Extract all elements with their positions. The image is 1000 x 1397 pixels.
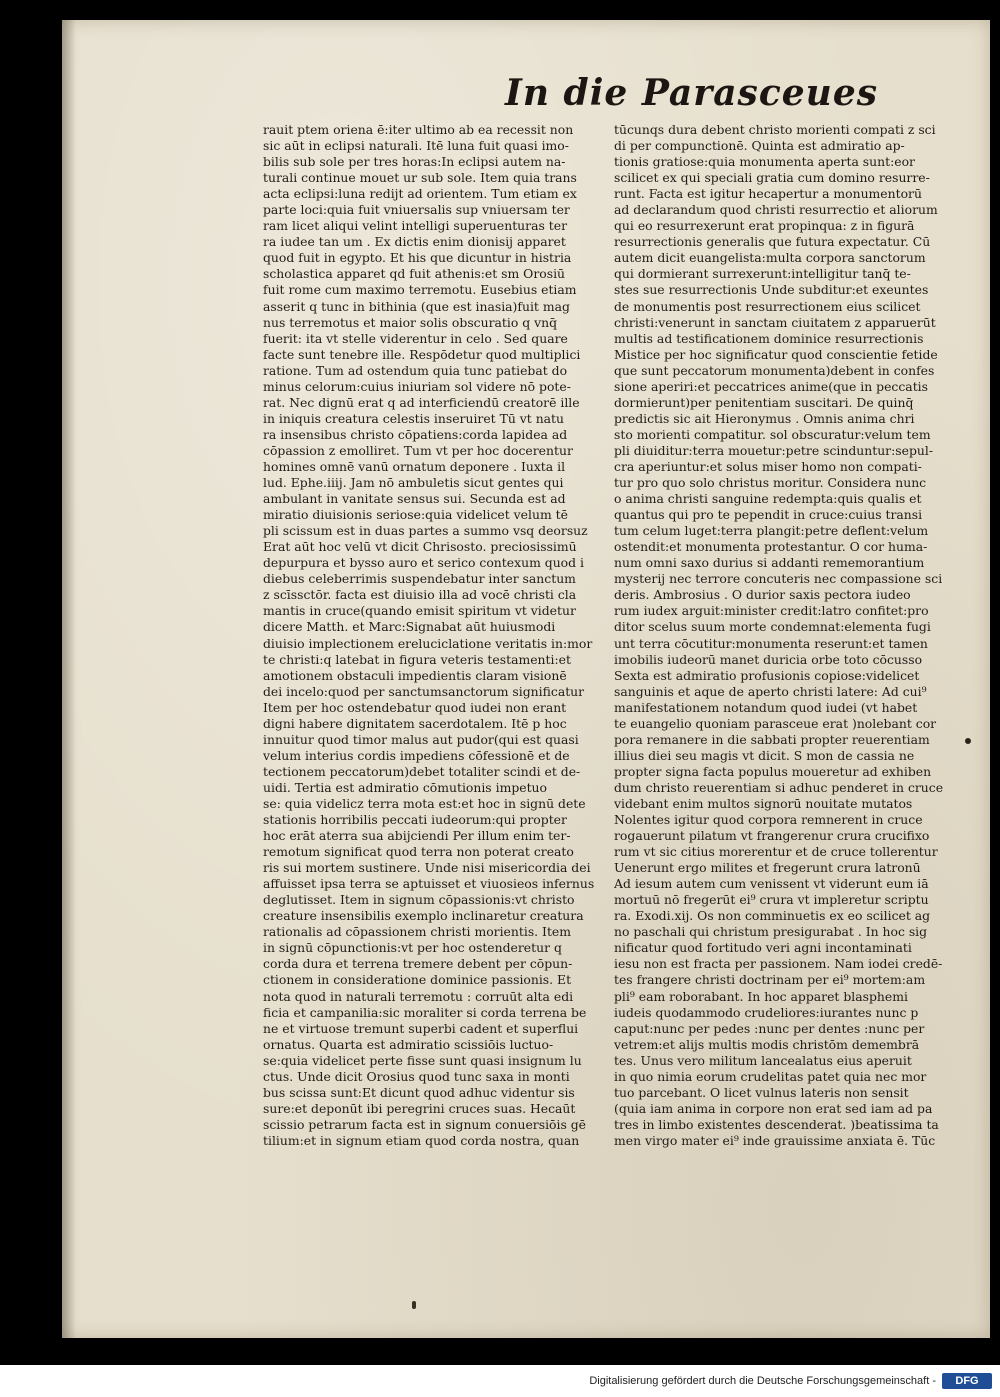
text-line: cra aperiuntur:et solus miser homo non compati- <box>614 458 922 474</box>
text-line: rat. Nec dignū erat q ad interficiendū creatorē ille <box>263 394 580 410</box>
text-line: dei incelo:quod per sanctumsanctorum significatur <box>263 683 585 699</box>
text-line: facte sunt tenebre ille. Respōdetur quod multiplici <box>263 346 581 362</box>
text-line: Item per hoc ostendebatur quod iudei non erant <box>263 699 567 715</box>
text-line: rogauerunt pilatum vt frangerenur crura crucifixo <box>614 828 930 844</box>
text-line: Ad iesum autem cum venissent vt viderunt eum iā <box>614 876 929 892</box>
text-line: diuisio implectionem ereluciclatione veritatis in:mor <box>263 635 593 651</box>
text-line: tes frangere christi doctrinam per ei⁹ mortem:am <box>614 972 926 988</box>
text-line: fuit rome cum maximo terremotu. Eusebius etiam <box>263 282 577 298</box>
text-line: deris. Ambrosius . O durior saxis pectora iudeo <box>614 587 911 603</box>
text-line: rum iudex arguit:minister credit:latro confitet:pro <box>614 603 929 619</box>
text-line: pli scissum est in duas partes a summo vsq deorsuz <box>263 523 588 539</box>
text-line: scissio petrarum facta est in signum conuersiōis gē <box>263 1116 587 1132</box>
text-line: ra. Exodi.xij. Os non comminuetis ex eo scilicet ag <box>614 908 931 924</box>
text-line: autem dicit euangelista:multa corpora sanctorum <box>614 250 926 266</box>
text-line: creature insensibilis exemplo inclinaretur creatura <box>263 908 584 924</box>
text-line: pli⁹ eam roborabant. In hoc apparet blasphemi <box>614 988 908 1004</box>
text-line: (quia iam anima in corpore non erat sed iam ad pa <box>614 1100 933 1116</box>
text-line: sic aūt in eclipsi naturali. Itē luna fuit quasi imo- <box>263 138 569 154</box>
text-line: ficia et campanilia:sic moraliter si corda terrena be <box>263 1004 587 1020</box>
text-line: propter signa facta populus moueretur ad exhiben <box>614 763 932 779</box>
text-line: tres in limbo existentes descenderat. )beatissima ta <box>614 1116 939 1132</box>
text-line: corda dura et terrena tremere debent per cōpun- <box>263 956 573 972</box>
text-line: ambulant in vanitate sensus sui. Secunda est ad <box>263 491 566 507</box>
text-line: ra iudee tan um . Ex dictis enim dionisij apparet <box>263 234 566 250</box>
text-line: ostendit:et monumenta protestantur. O cor huma- <box>614 539 928 555</box>
text-line: resurrectionis generalis que futura expectatur. Cū <box>614 234 931 250</box>
text-line: dormierunt)per penitentiam suscitari. De quinq̄ <box>614 394 914 410</box>
text-line: qui eo resurrexerunt erat propinqua: z in figurā <box>614 218 915 234</box>
text-line: se: quia videlicz terra mota est:et hoc in signū dete <box>263 795 586 811</box>
text-line: tionis gratiose:quia monumenta aperta sunt:eor <box>614 154 915 170</box>
text-line: depurpura et bysso auro et serico contexum quod i <box>263 555 584 571</box>
text-line: bilis sub sole per tres horas:In eclipsi autem na- <box>263 154 566 170</box>
dfg-logo: DFG <box>942 1373 992 1389</box>
margin-ink-mark <box>965 738 971 744</box>
text-line: ctus. Unde dicit Orosius quod tunc saxa in monti <box>263 1068 570 1084</box>
text-line: innuitur quod timor malus aut pudor(qui est quasi <box>263 731 579 747</box>
text-line: caput:nunc per pedes :nunc per dentes :nunc per <box>614 1020 925 1036</box>
text-line: z scīssctōr. facta est diuisio illa ad vocē christi cla <box>263 587 577 603</box>
text-line: ornatus. Quarta est admiratio scissiōis luctuo- <box>263 1036 554 1052</box>
text-line: turali continue mouet ur sub sole. Item quia trans <box>263 170 577 186</box>
page-gutter-shadow <box>62 20 76 1338</box>
text-line: parte loci:quia fuit vniuersalis sup vniuersam ter <box>263 202 570 218</box>
text-line: quod fuit in egypto. Et his que dicuntur in histria <box>263 250 572 266</box>
text-line: pora remanere in die sabbati propter reuerentiam <box>614 731 930 747</box>
text-line: Uenerunt ergo milites et fregerunt crura latronū <box>614 860 921 876</box>
text-line: que sunt peccatorum monumenta)debent in confes <box>614 362 935 378</box>
text-line: nota quod in naturali terremotu : corruūt alta edi <box>263 988 574 1004</box>
text-line: sto morienti compatitur. sol obscuratur:velum tem <box>614 426 931 442</box>
ink-mark <box>412 1301 416 1309</box>
text-line: deglutisset. Item in signum cōpassionis:vt christo <box>263 892 575 908</box>
text-line: quantus qui pro te pependit in cruce:cuius transi <box>614 507 923 523</box>
text-line: de monumentis post resurrectionem eius scilicet <box>614 298 921 314</box>
text-line: sione aperiri:et peccatrices anime(que in peccatis <box>614 378 928 394</box>
text-line: asserit q tunc in bithinia (que est inasia)fuit mag <box>263 298 570 314</box>
text-line: ratione. Tum ad ostendum quia tunc patiebat do <box>263 362 568 378</box>
text-line: te christi:q latebat in figura veteris testamenti:et <box>263 651 571 667</box>
text-column-right <box>614 122 964 1162</box>
text-line: unt terra cōcutitur:monumenta reserunt:et tamen <box>614 635 928 651</box>
text-line: scilicet ex qui speciali gratia cum domino resurre- <box>614 170 930 186</box>
text-line: videbant enim multos signorū nouitate mutatos <box>614 795 913 811</box>
text-line: illius diei seu magis vt dicit. S mon de cassia ne <box>614 747 915 763</box>
text-line: mysterij nec terrore concuteris nec compassione sci <box>614 571 943 587</box>
text-line: tuo parcebant. O licet vulnus lateris non sensit <box>614 1084 909 1100</box>
text-line: mantis in cruce(quando emisit spiritum vt videtur <box>263 603 576 619</box>
text-line: qui dormierant surrexerunt:intelligitur tanq̄ te- <box>614 266 911 282</box>
text-line: dicere Matth. et Marc:Signabat aūt huiusmodi <box>263 619 556 635</box>
text-line: uidi. Tertia est admiratio cōmutionis impetuo <box>263 779 547 795</box>
text-line: rationalis ad cōpassionem christi morientis. Item <box>263 924 572 940</box>
text-line: homines omnē vanū ornatum deponere . Iuxta il <box>263 458 566 474</box>
text-line: no paschali qui christum presigurabat . In hoc sig <box>614 924 928 940</box>
text-line: Sexta est admiratio profusionis copiose:videlicet <box>614 667 920 683</box>
text-line: sanguinis et aque de aperto christi latere: Ad cui⁹ <box>614 683 927 699</box>
text-line: dum christo reuerentiam si adhuc penderet in cruce <box>614 779 944 795</box>
text-line: sure:et deponūt ibi peregrini cruces suas. Hecaūt <box>263 1100 576 1116</box>
text-line: iudeis quodammodo crudeliores:iurantes nunc p <box>614 1004 919 1020</box>
text-line: imobilis iudeorū manet duricia orbe toto cōcusso <box>614 651 923 667</box>
text-line: cōpassion z emolliret. Tum vt per hoc docerentur <box>263 442 573 458</box>
text-line: christi:venerunt in sanctam ciuitatem z apparuerūt <box>614 314 936 330</box>
text-line: Erat aūt hoc velū vt dicit Chrisosto. preciosissimū <box>263 539 577 555</box>
text-column-left <box>263 122 613 1162</box>
text-line: pli diuiditur:terra mouetur:petre scinduntur:sepul- <box>614 442 934 458</box>
text-line: ram licet aliqui velint intelligi superuenturas ter <box>263 218 567 234</box>
text-line: Nolentes igitur quod corpora remnerent in cruce <box>614 812 923 828</box>
text-line: predictis sic ait Hieronymus . Omnis anima chri <box>614 410 915 426</box>
text-line: ra insensibus christo cōpatiens:corda lapidea ad <box>263 426 568 442</box>
funding-credit: Digitalisierung gefördert durch die Deutsche Forschungsgemeinschaft - <box>589 1375 936 1387</box>
text-line: di per compunctionē. Quinta est admiratio ap- <box>614 138 905 154</box>
text-line: lud. Ephe.iiij. Jam nō ambuletis sicut gentes qui <box>263 475 564 491</box>
text-line: in quo nimia eorum crudelitas patet quia nec mor <box>614 1068 927 1084</box>
text-line: o anima christi sanguine redempta:quis qualis et <box>614 491 922 507</box>
text-line: ris sui mortem sustinere. Unde nisi misericordia dei <box>263 860 591 876</box>
text-line: tectionem peccatorum)debet totaliter scindi et de- <box>263 763 581 779</box>
text-line: se:quia videlicet perte fisse sunt quasi insignum lu <box>263 1052 582 1068</box>
text-line: tur pro quo solo christus moritur. Considera nunc <box>614 475 927 491</box>
text-line: ditor scelus suum morte condemnat:elementa fugi <box>614 619 931 635</box>
text-line: in iniquis creatura celestis inseruiret Tū vt natu <box>263 410 565 426</box>
text-line: ne et virtuose tremunt superbi cadent et superflui <box>263 1020 579 1036</box>
text-line: tum celum luget:terra plangit:petre deflent:velum <box>614 523 929 539</box>
text-line: affuisset ipsa terra se aptuisset et viuosieos infernus <box>263 876 595 892</box>
digitization-footer <box>0 1365 1000 1397</box>
text-line: hoc erāt aterra sua abijciendi Per illum enim ter- <box>263 828 571 844</box>
text-line: digni habere dignitatem sacerdotalem. Itē p hoc <box>263 715 567 731</box>
text-line: in signū cōpunctionis:vt per hoc ostenderetur q <box>263 940 562 956</box>
running-head: In die Parasceues <box>505 72 878 114</box>
text-line: scholastica apparet qd fuit athenis:et sm Orosiū <box>263 266 566 282</box>
text-line: men virgo mater ei⁹ inde grauissime anxiata ē. Tūc <box>614 1132 936 1148</box>
text-line: bus scissa sunt:Et dicunt quod adhuc videntur sis <box>263 1084 575 1100</box>
text-line: num omni saxo durius si addanti rememorantium <box>614 555 925 571</box>
text-line: mortuū nō fregerūt ei⁹ crura vt impleretur scriptu <box>614 892 929 908</box>
text-line: runt. Facta est igitur hecapertur a monumentorū <box>614 186 922 202</box>
text-line: te euangelio quoniam parasceue erat )nolebant cor <box>614 715 937 731</box>
text-line: rauit ptem oriena ē:iter ultimo ab ea recessit non <box>263 122 574 137</box>
text-line: minus celorum:cuius iniuriam sol videre nō pote- <box>263 378 571 394</box>
text-line: diebus celeberrimis suspendebatur inter sanctum <box>263 571 576 587</box>
text-line: vetrem:et alijs multis modis christōm demembrā <box>614 1036 920 1052</box>
text-line: ad declarandum quod christi resurrectio et aliorum <box>614 202 938 218</box>
text-line: tūcunqs dura debent christo morienti compati z sci <box>614 122 936 137</box>
text-line: nificatur quod fortitudo veri agni incontaminati <box>614 940 912 956</box>
text-line: rum vt sic citius morerentur et de cruce tollerentur <box>614 844 938 860</box>
text-line: tilium:et in signum etiam quod corda nostra, quan <box>263 1132 580 1148</box>
text-line: acta eclipsi:luna redijt ad orientem. Tum etiam ex <box>263 186 577 202</box>
text-line: miratio diuisionis seriose:quia videlicet velum tē <box>263 507 568 523</box>
text-line: stes sue resurrectionis Unde subditur:et exeuntes <box>614 282 929 298</box>
text-line: stationis horribilis peccati iudeorum:qui propter <box>263 812 567 828</box>
text-line: multis ad testificationem dominice resurrectionis <box>614 330 924 346</box>
text-line: Mistice per hoc significatur quod conscientie fetide <box>614 346 938 362</box>
text-line: velum interius cordis impediens cōfessionē et de <box>263 747 570 763</box>
text-line: ctionem in consideratione dominice passionis. Et <box>263 972 572 988</box>
text-line: tes. Unus vero militum lancealatus eius aperuit <box>614 1052 912 1068</box>
text-line: manifestationem notandum quod iudei (vt habet <box>614 699 918 715</box>
text-line: amotionem obstaculi impedientis claram visionē <box>263 667 567 683</box>
text-line: remotum significat quod terra non poterat creato <box>263 844 574 860</box>
text-line: iesu non est fracta per passionem. Nam iodei credē- <box>614 956 943 972</box>
text-line: fuerit: ita vt stelle viderentur in celo . Sed quare <box>263 330 568 346</box>
text-line: nus terremotus et maior solis obscuratio q vnq̄ <box>263 314 558 330</box>
